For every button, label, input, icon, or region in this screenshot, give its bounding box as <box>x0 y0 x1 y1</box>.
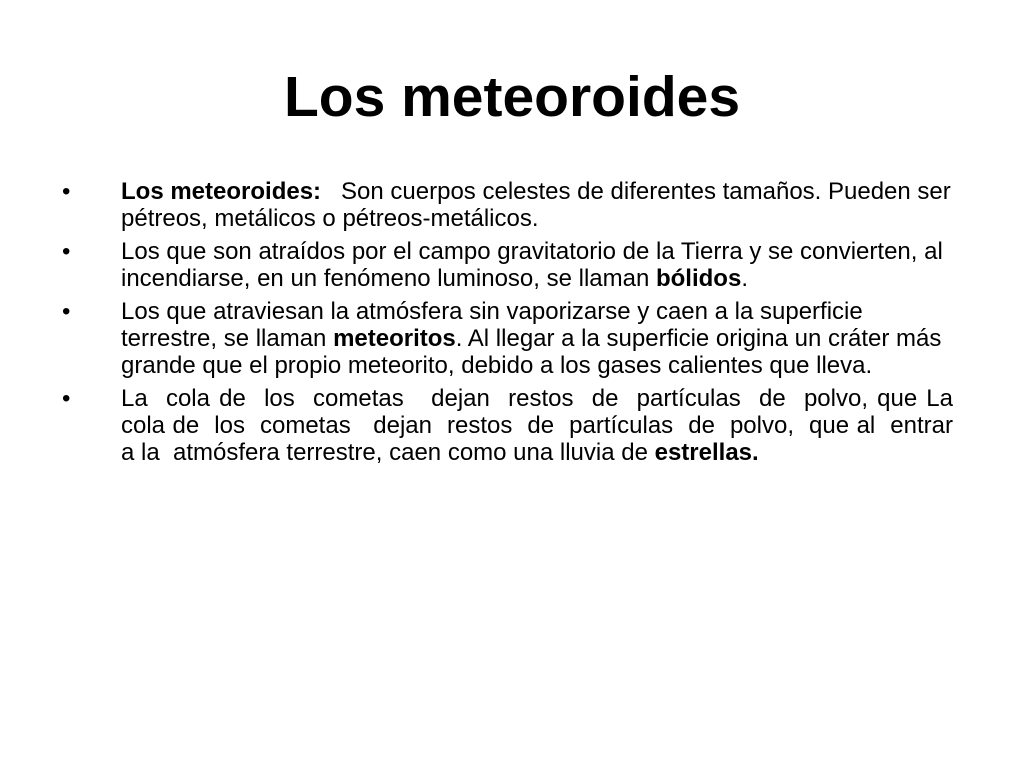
bullet-body: La cola de los cometas dejan restos de partículas de polvo, que La cola de los cometas dejan restos de partículas de polvo, que al entrar a la atmósfera terrestre, caen como una lluvia de <box>121 385 974 466</box>
bullet-item-bolidos <box>0 238 1024 292</box>
bullet-item-meteoroides <box>0 178 1024 232</box>
bullet-item-meteoritos <box>0 298 1024 379</box>
bullet-text <box>121 178 958 232</box>
bullet-item-estrellas <box>0 385 1024 466</box>
bullet-tail: . Al llegar a la superficie origina un cráter más grande que el propio meteorito, debido a los gases calientes que lleva. <box>121 325 942 379</box>
bold-term: estrellas. <box>654 439 759 466</box>
bold-term: meteoritos <box>333 325 456 352</box>
slide-title: Los meteoroides <box>283 65 741 129</box>
bold-term: bólidos <box>655 265 742 292</box>
bullet-body: Los que son atraídos por el campo gravitatorio de la Tierra y se convierten, al incendiarse, en un fenómeno luminoso, se llaman <box>121 238 943 292</box>
bullet-tail: . <box>741 265 748 292</box>
bullet-body: Son cuerpos celestes de diferentes tamaños. Pueden ser pétreos, metálicos o pétreos-metálicos. <box>121 178 958 232</box>
bullet-mark: • <box>62 298 71 325</box>
bullet-mark: • <box>62 238 71 265</box>
bullet-mark: • <box>62 178 71 205</box>
bullet-list <box>0 178 1024 472</box>
bullet-mark: • <box>62 385 71 412</box>
bullet-body: Los que atraviesan la atmósfera sin vaporizarse y caen a la superficie terrestre, se llaman <box>121 298 863 352</box>
bold-term: Los meteoroides: <box>121 178 322 205</box>
bullet-text <box>121 298 953 379</box>
bullet-text <box>121 238 953 292</box>
bullet-text <box>121 385 974 466</box>
